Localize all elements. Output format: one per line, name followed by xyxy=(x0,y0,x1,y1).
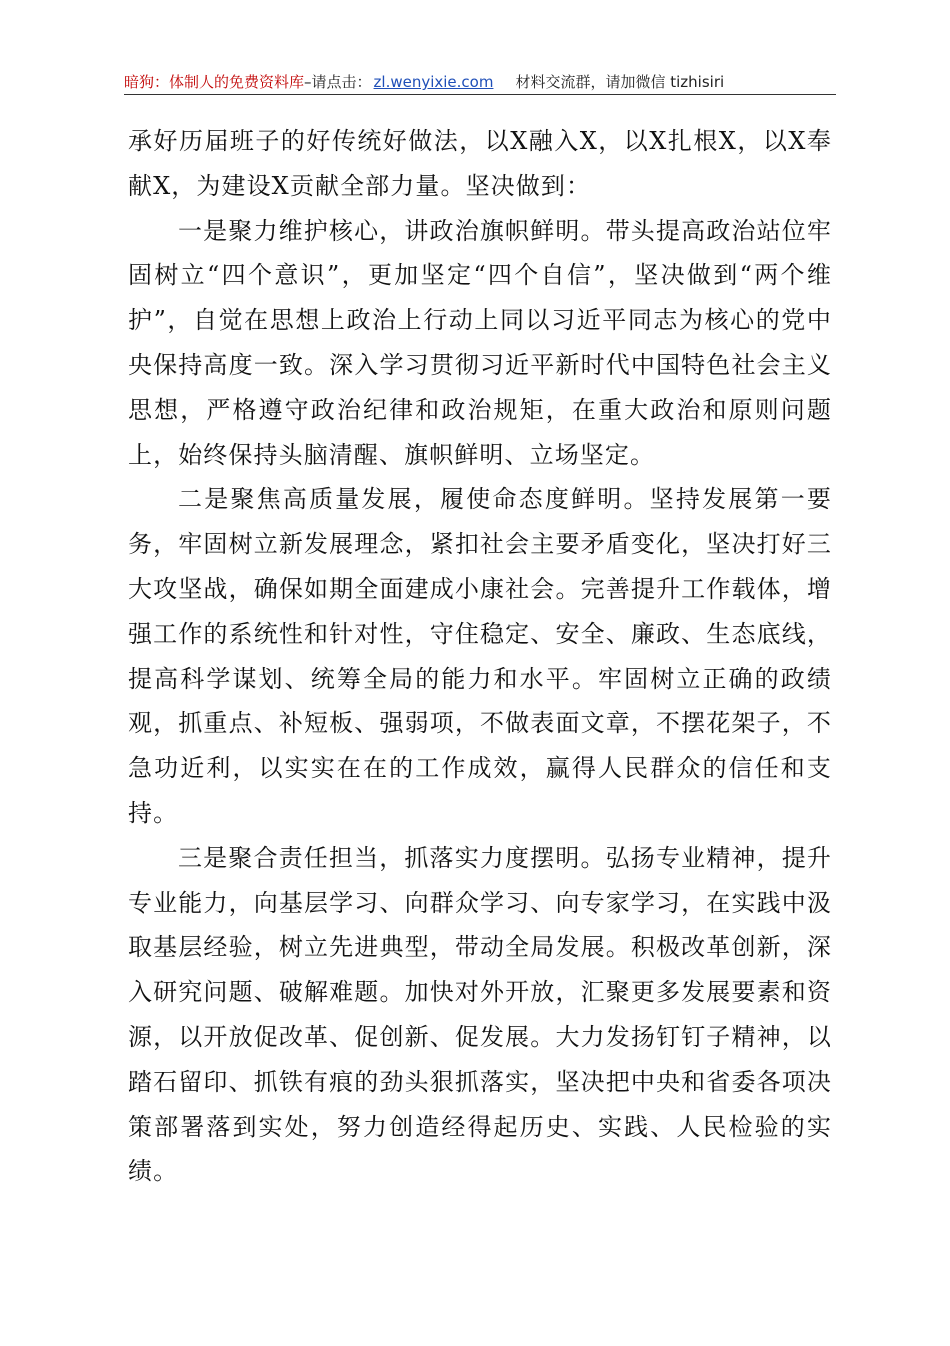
page-header xyxy=(124,72,836,92)
header-prompt: –请点击： xyxy=(304,73,372,91)
header-contact: 材料交流群，请加微信 tizhisiri xyxy=(515,73,725,91)
paragraph-point-three: 三是聚合责任担当，抓落实力度摆明。弘扬专业精神，提升专业能力，向基层学习、向群众学习、向专家学习，在实践中汲取基层经验，树立先进典型，带动全局发展。积极改革创新，深入研究问题、破解难题。加快对外开放，汇聚更多发展要素和资源，以开放促改革、促创新、促发展。大力发扬钉钉子精神，以踏石留印、抓铁有痕的劲头狠抓落实，坚决把中央和省委各项决策部署落到实处，努力创造经得起历史、实践、人民检验的实绩。 xyxy=(128,843,832,1186)
header-divider xyxy=(124,94,836,95)
header-link[interactable]: zl.wenyixie.com xyxy=(373,73,494,91)
header-brand: 暗狗：体制人的免费资料库 xyxy=(124,73,305,91)
document-body xyxy=(128,119,832,1194)
paragraph-point-two: 二是聚焦高质量发展，履使命态度鲜明。坚持发展第一要务，牢固树立新发展理念，紧扣社会主要矛盾变化，坚决打好三大攻坚战，确保如期全面建成小康社会。完善提升工作载体，增强工作的系统性和针对性，守住稳定、安全、廉政、生态底线，提高科学谋划、统筹全局的能力和水平。牢固树立正确的政绩观，抓重点、补短板、强弱项，不做表面文章，不摆花架子，不急功近利，以实实在在的工作成效，赢得人民群众的信任和支持。 xyxy=(128,485,832,827)
paragraph-continuation: 承好历届班子的好传统好做法，以X融入X，以X扎根X，以X奉献X，为建设X贡献全部力量。坚决做到： xyxy=(128,127,832,200)
paragraph-point-one: 一是聚力维护核心，讲政治旗帜鲜明。带头提高政治站位牢固树立“四个意识”，更加坚定“四个自信”，坚决做到“两个维护”，自觉在思想上政治上行动上同以习近平同志为核心的党中央保持高度一致。深入学习贯彻习近平新时代中国特色社会主义思想，严格遵守政治纪律和政治规矩，在重大政治和原则问题上，始终保持头脑清醒、旗帜鲜明、立场坚定。 xyxy=(128,216,832,469)
